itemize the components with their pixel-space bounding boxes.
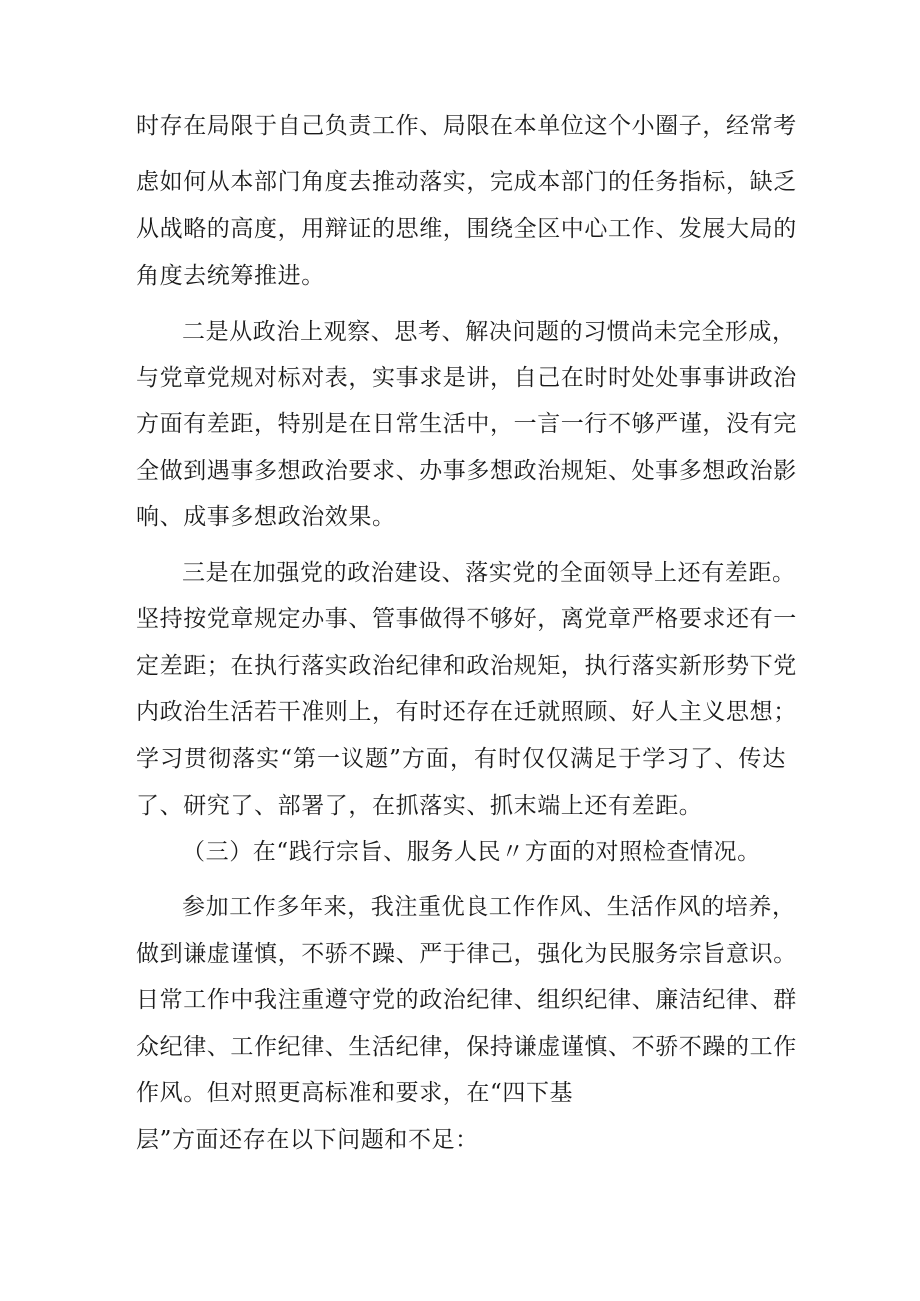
text-line: 坚持按党章规定办事、管事做得不够好，离党章严格要求还有一: [136, 606, 797, 632]
text-line: 定差距；在执行落实政治纪律和政治规矩，执行落实新形势下党: [136, 653, 797, 679]
section-heading: （三）在“践行宗旨、服务人民〃方面的对照检查情况。: [182, 839, 761, 865]
text-line: 方面有差距，特别是在日常生活中，一言一行不够严谨，没有完: [136, 411, 797, 437]
text-line: 从战略的高度，用辩证的思维，围绕全区中心工作、发展大局的: [136, 216, 797, 242]
paragraph-start-line: 二是从政治上观察、思考、解决问题的习惯尚未完全形成，: [182, 319, 796, 345]
text-line: 虑如何从本部门角度去推动落实，完成本部门的任务指标，缺乏: [136, 169, 797, 195]
text-line: 层”方面还存在以下问题和不足：: [136, 1127, 479, 1153]
text-line: 响、成事多想政治效果。: [136, 504, 396, 530]
paragraph-start-line: 三是在加强党的政治建设、落实党的全面领导上还有差距。: [182, 560, 796, 586]
text-line: 与党章党规对标对表，实事求是讲，自己在时时处处事事讲政治: [136, 365, 797, 391]
text-line: 日常工作中我注重遵守党的政治纪律、组织纪律、廉洁纪律、群: [136, 987, 797, 1013]
text-line: 全做到遇事多想政治要求、办事多想政治规矩、处事多想政治影: [136, 458, 797, 484]
text-line: 内政治生活若干准则上，有时还存在迁就照顾、好人主义思想；: [136, 699, 797, 725]
text-line: 做到谦虚谨慎，不骄不躁、严于律己，强化为民服务宗旨意识。: [136, 941, 797, 967]
text-line: 众纪律、工作纪律、生活纪律，保持谦虚谨慎、不骄不躁的工作: [136, 1034, 797, 1060]
text-line: 学习贯彻落实“第一议题”方面，有时仅仅满足于学习了、传达: [136, 746, 786, 772]
paragraph-start-line: 参加工作多年来，我注重优良工作作风、生活作风的培养，: [182, 894, 796, 920]
text-line: 角度去统筹推进。: [136, 263, 325, 289]
text-line: 作风。但对照更高标准和要求，在“四下基: [136, 1080, 574, 1106]
text-line: 了、研究了、部署了，在抓落实、抓末端上还有差距。: [136, 793, 703, 819]
text-line: 时存在局限于自己负责工作、局限在本单位这个小圈子，经常考: [136, 113, 797, 139]
